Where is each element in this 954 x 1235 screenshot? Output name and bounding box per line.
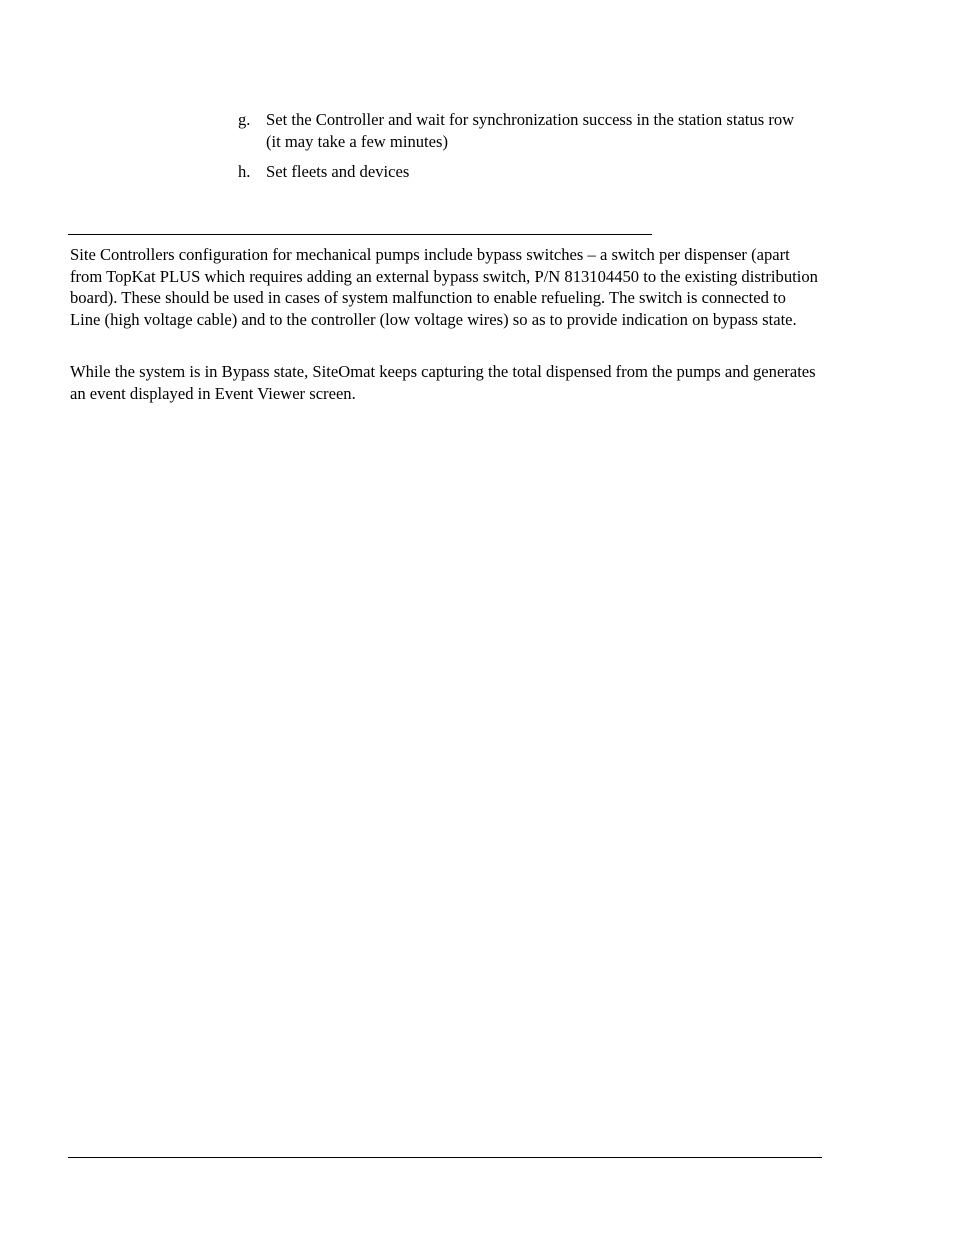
list-item-text: Set the Controller and wait for synchronization success in the station status row (it may take a few minutes) xyxy=(266,110,795,151)
list-item-step-g xyxy=(238,109,798,152)
paragraph-bypass-state: While the system is in Bypass state, SiteOmat keeps capturing the total dispensed from the pumps and generates an event displayed in Event Viewer screen. xyxy=(70,362,816,403)
list-item-text: Set fleets and devices xyxy=(266,162,410,181)
paragraph-bypass-switches: Site Controllers configuration for mechanical pumps include bypass switches – a switch per dispenser (apart from TopKat PLUS which requires adding an external bypass switch, P/N 813104450 to the existing distribution board). These should be used in cases of system malfunction to enable refueling. The switch is connected to Line (high voltage cable) and to the controller (low voltage wires) so as to provide indication on bypass state. xyxy=(70,245,818,329)
section-divider xyxy=(68,234,652,235)
list-marker: g. xyxy=(238,110,251,129)
list-item-step-h xyxy=(238,161,798,183)
list-marker: h. xyxy=(238,162,251,181)
footer-divider xyxy=(68,1157,822,1158)
